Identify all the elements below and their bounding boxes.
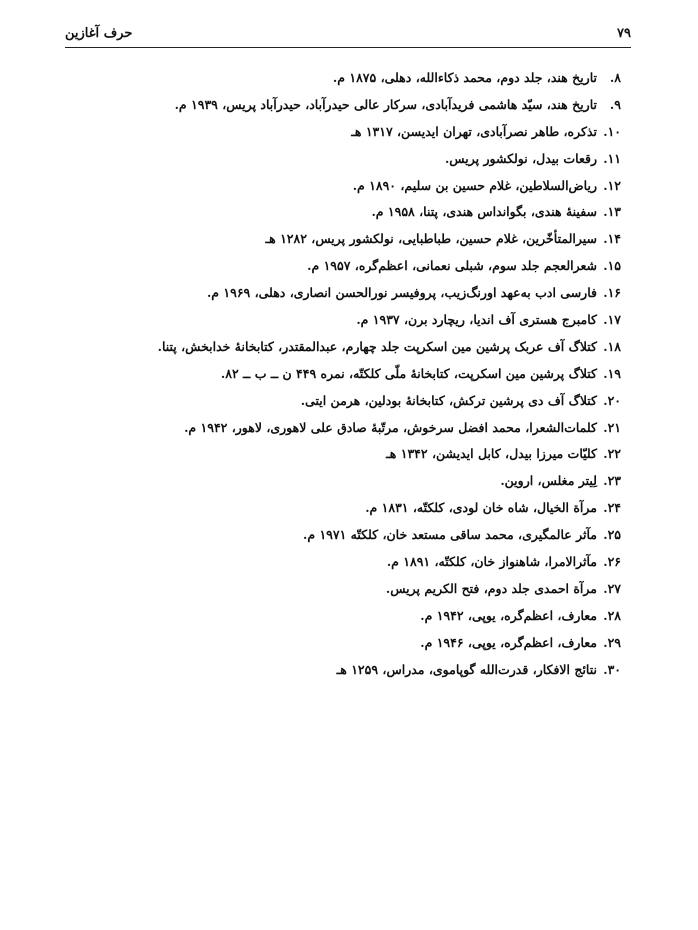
- list-item: [61, 307, 621, 334]
- reference-number: ۲۹.: [603, 634, 621, 650]
- reference-number: ۲۱.: [603, 419, 621, 435]
- list-item: [61, 468, 621, 495]
- reference-text: کامبرج هستری آف اندیا، ریچارد برن، ۱۹۳۷ م.: [356, 312, 597, 328]
- reference-text: کتلاگ پرشین مین اسکرپت، کتابخانهٔ ملّی کلکتّه، نمره ۴۴۹ ن ــ ب ــ ۸۲.: [220, 365, 597, 381]
- reference-number: ۱۸.: [603, 338, 621, 354]
- running-title: حرف آغازین: [65, 26, 133, 41]
- reference-number: ۲۲.: [603, 446, 621, 462]
- list-item: [61, 495, 621, 522]
- reference-text: مرآة الخیال، شاه خان لودی، کلکتّه، ۱۸۳۱ م.: [365, 500, 597, 516]
- reference-number: ۱۹.: [603, 365, 621, 381]
- reference-text: کلیّات میرزا بیدل، کابل ایدیشن، ۱۳۴۲ هـ: [386, 446, 597, 462]
- list-item: [61, 657, 621, 684]
- reference-text: کلمات‌الشعرا، محمد افضل سرخوش، مرتّبهٔ صادق علی لاهوری، لاهور، ۱۹۴۲ م.: [184, 419, 597, 435]
- reference-number: ۹.: [609, 96, 621, 112]
- reference-number: ۲۶.: [603, 554, 621, 570]
- list-item: [61, 361, 621, 388]
- reference-text: لِیتر مغلس، اروین.: [500, 473, 597, 489]
- reference-number: ۲۴.: [603, 500, 621, 516]
- reference-number: ۱۷.: [603, 312, 621, 328]
- list-item: [61, 280, 621, 307]
- reference-number: ۲۸.: [603, 607, 621, 623]
- reference-text: معارف، اعظم‌گره، یوپی، ۱۹۴۶ م.: [420, 634, 597, 650]
- reference-text: تاریخ هند، سیّد هاشمی فریدآبادی، سرکار عالی حیدرآباد، حیدرآباد پریس، ۱۹۳۹ م.: [174, 96, 597, 112]
- reference-text: مآثر عالمگیری، محمد ساقی مستعد خان، کلکتّه ۱۹۷۱ م.: [302, 527, 597, 543]
- reference-number: ۱۰.: [603, 123, 621, 139]
- reference-number: ۱۲.: [603, 177, 621, 193]
- reference-text: فارسی ادب به‌عهد اورنگ‌زیب، پروفیسر نورالحسن انصاری، دهلی، ۱۹۶۹ م.: [206, 285, 597, 301]
- reference-number: ۱۴.: [603, 231, 621, 247]
- reference-number: ۲۷.: [603, 580, 621, 596]
- list-item: [61, 173, 621, 200]
- reference-text: تاریخ هند، جلد دوم، محمد ذکاءالله، دهلی، ۱۸۷۵ م.: [332, 70, 597, 85]
- reference-number: ۲۰.: [603, 392, 621, 408]
- reference-text: تذکره، طاهر نصرآبادی، تهران ایدیسن، ۱۳۱۷ هـ: [351, 123, 597, 139]
- reference-number: ۱۱.: [603, 150, 621, 166]
- list-item: [61, 415, 621, 442]
- list-item: [61, 522, 621, 549]
- list-item: [61, 92, 621, 119]
- list-item: [61, 146, 621, 173]
- reference-text: سفینهٔ هندی، بگوانداس هندی، پتنا، ۱۹۵۸ م.: [371, 204, 597, 220]
- list-item: [61, 549, 621, 576]
- list-item: [61, 226, 621, 253]
- reference-number: ۸.: [609, 70, 621, 85]
- reference-number: ۲۳.: [603, 473, 621, 489]
- list-item: [61, 441, 621, 468]
- list-item: [61, 630, 621, 657]
- list-item: [61, 199, 621, 226]
- reference-text: کتلاگ آف عربک پرشین مین اسکرپت جلد چهارم، عبدالمقتدر، کتابخانهٔ خدابخش، پتنا.: [157, 338, 597, 354]
- reference-text: مآثرالامرا، شاهنواز خان، کلکتّه، ۱۸۹۱ م.: [386, 554, 597, 570]
- reference-text: سیرالمتأخّرین، غلام حسین، طباطبایی، نولکشور پریس، ۱۲۸۲ هـ: [265, 231, 597, 247]
- list-item: [61, 334, 621, 361]
- header-rule: [65, 47, 631, 48]
- reference-number: ۳۰.: [603, 661, 621, 677]
- list-item: [61, 65, 621, 92]
- page-number: ۷۹: [617, 26, 631, 41]
- reference-text: معارف، اعظم‌گره، یوپی، ۱۹۴۲ م.: [420, 607, 597, 623]
- page-header: [65, 24, 631, 48]
- reference-list: [61, 65, 621, 683]
- reference-text: ریاض‌السلاطین، غلام حسین بن سلیم، ۱۸۹۰ م.: [352, 177, 597, 193]
- list-item: [61, 119, 621, 146]
- reference-text: رقعات بیدل، نولکشور پریس.: [444, 150, 597, 166]
- list-item: [61, 576, 621, 603]
- reference-text: شعرالعجم جلد سوم، شبلی نعمانی، اعظم‌گره، ۱۹۵۷ م.: [307, 258, 597, 274]
- list-item: [61, 603, 621, 630]
- reference-number: ۱۳.: [603, 204, 621, 220]
- reference-text: کتلاگ آف دی پرشین ترکش، کتابخانهٔ بودلین، هرمن ایتی.: [300, 392, 597, 408]
- reference-number: ۱۵.: [603, 258, 621, 274]
- list-item: [61, 253, 621, 280]
- reference-number: ۲۵.: [603, 527, 621, 543]
- reference-text: مرآة احمدی جلد دوم، فتح الکریم پریس.: [385, 580, 597, 596]
- list-item: [61, 388, 621, 415]
- reference-number: ۱۶.: [603, 285, 621, 301]
- reference-text: نتائج الافکار، قدرت‌الله گوپاموی، مدراس، ۱۲۵۹ هـ: [336, 661, 597, 677]
